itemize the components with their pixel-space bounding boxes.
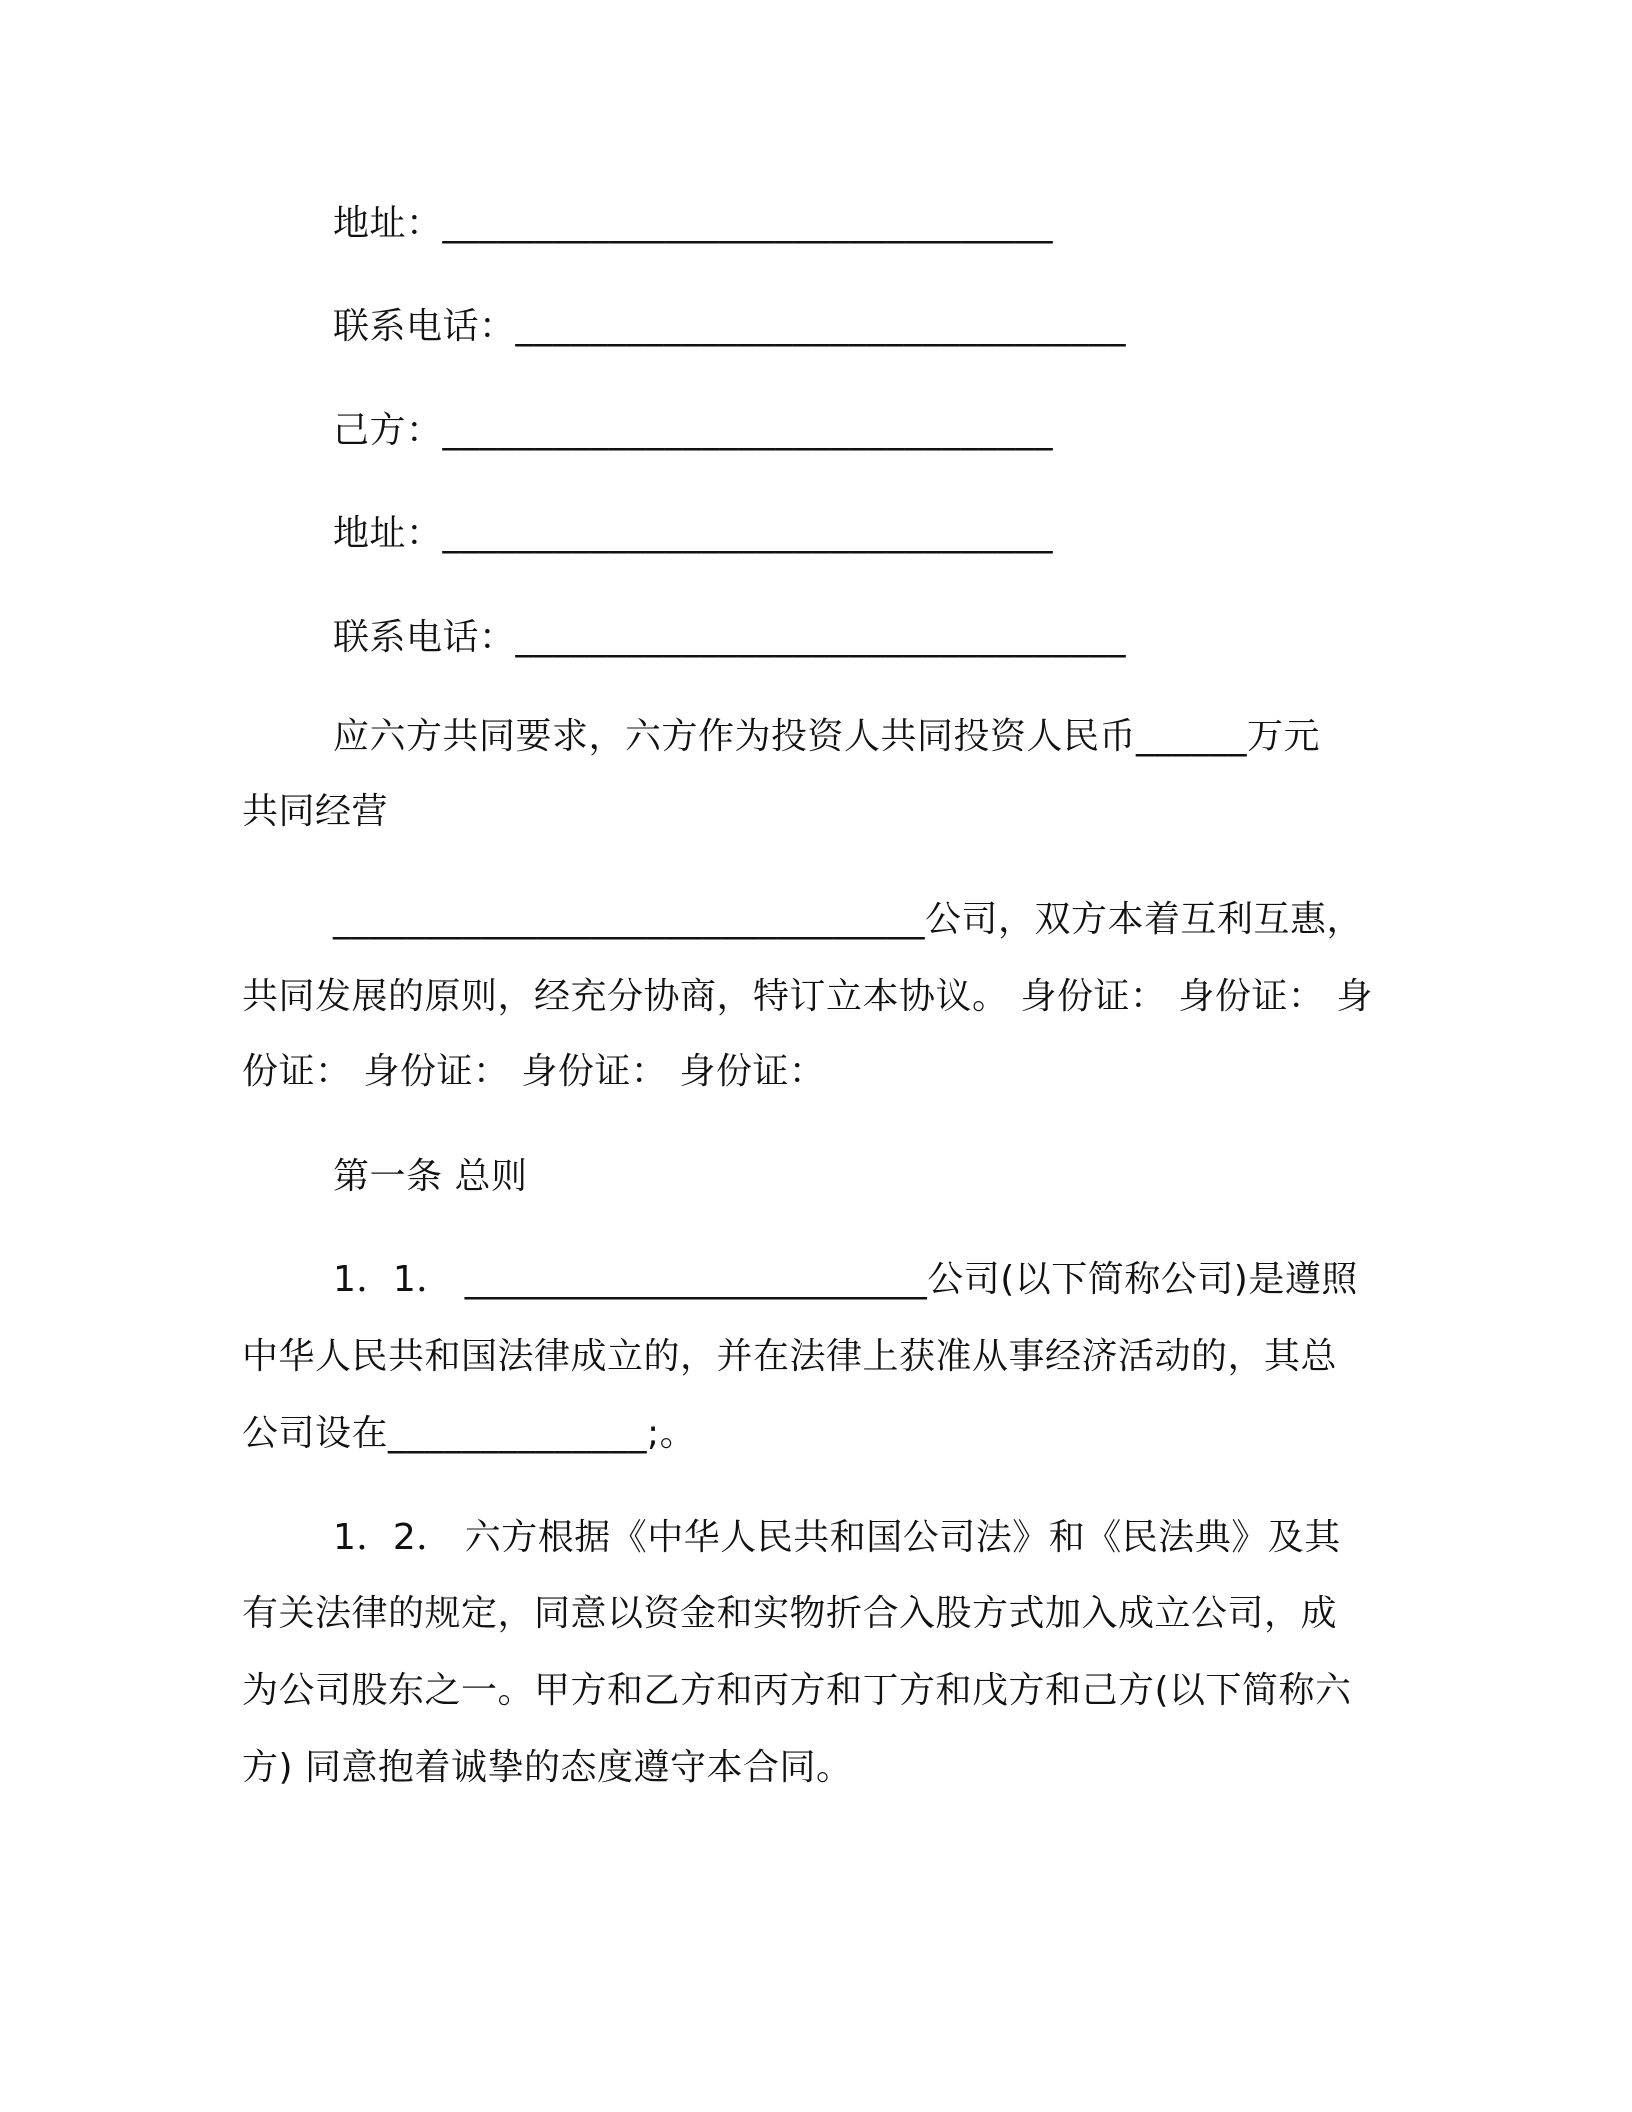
intro-paragraph-line-2: 共同经营 [242,791,389,832]
company-paragraph-line-2: 共同发展的原则，经充分协商，特订立本协议。 身份证： 身份证： 身 [242,976,1373,1017]
company-paragraph-line-1: ________________________________公司，双方本着互利互惠， [333,899,1364,940]
intro-paragraph-line-1: 应六方共同要求，六方作为投资人共同投资人民币______万元 [333,716,1321,757]
party6-address-line: 地址：_________________________________ [333,513,1054,554]
clause-1-2-line-2: 有关法律的规定，同意以资金和实物折合入股方式加入成立公司，成 [242,1593,1338,1634]
article-1-heading: 第一条 总则 [333,1156,528,1197]
party6-phone-line: 联系电话：_________________________________ [333,617,1127,658]
clause-1-1-line-2: 中华人民共和国法律成立的，并在法律上获准从事经济活动的，其总 [242,1336,1338,1377]
clause-1-1-line-3: 公司设在______________;。 [242,1413,697,1454]
party6-name-line: 己方：_________________________________ [333,410,1054,451]
party5-address-line: 地址：_________________________________ [333,203,1054,244]
clause-1-2-line-1: 1．2． 六方根据《中华人民共和国公司法》和《民法典》及其 [333,1517,1341,1558]
clause-1-1-line-1: 1．1． _________________________公司(以下简称公司)是遵照 [333,1259,1358,1300]
company-paragraph-line-3: 份证： 身份证： 身份证： 身份证： [242,1051,826,1092]
party5-phone-line: 联系电话：_________________________________ [333,306,1127,347]
clause-1-2-line-3: 为公司股东之一。甲方和乙方和丙方和丁方和戊方和己方(以下简称六 [242,1670,1352,1711]
clause-1-2-line-4: 方) 同意抱着诚挚的态度遵守本合同。 [242,1747,853,1788]
